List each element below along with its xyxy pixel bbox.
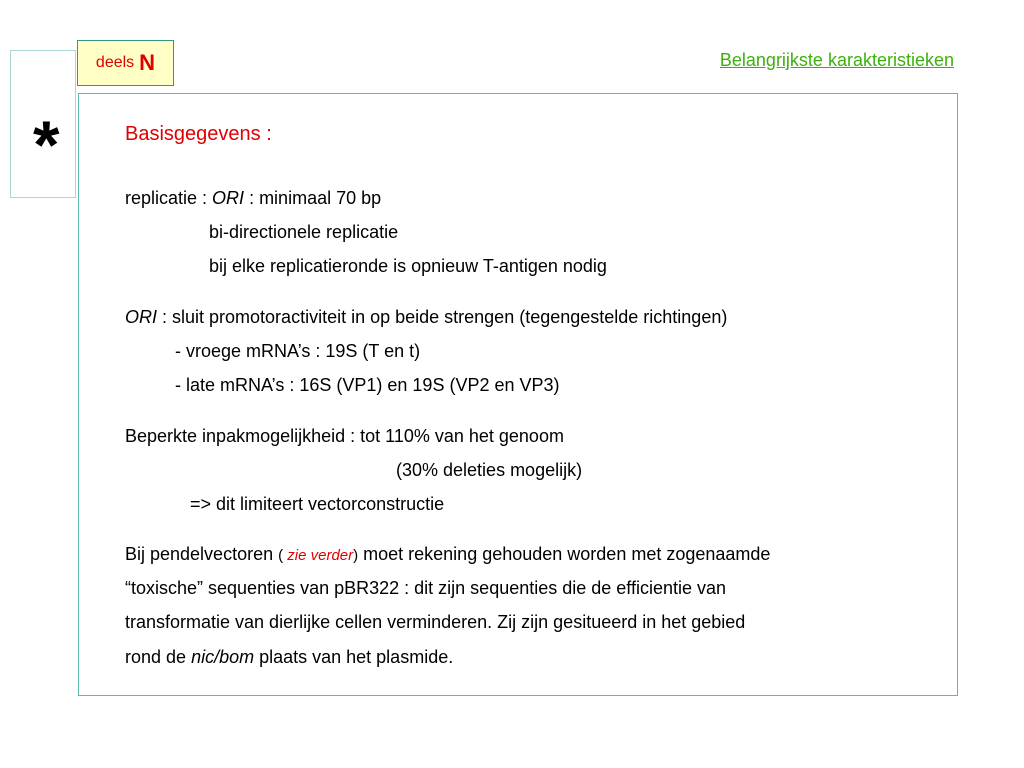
replicatie-rest: : minimaal 70 bp [244, 188, 382, 208]
packaging-line-1: Beperkte inpakmogelijkheid : tot 110% van het genoom [125, 426, 564, 446]
pendel-line-4 [125, 645, 453, 669]
vroege-mrna-item: - vroege mRNA’s : 19S (T en t) [175, 341, 421, 361]
packaging-line-2: (30% deleties mogelijk) [396, 460, 583, 480]
marker-box [10, 50, 76, 198]
pendel-line-4-a: rond de [125, 647, 192, 667]
pendel-line-4-b: plaats van het plasmide. [254, 647, 454, 667]
section-heading: Basisgegevens : [125, 123, 272, 145]
late-mrna-item: - late mRNA’s : 16S (VP1) en 19S (VP2 en VP3) [175, 375, 560, 395]
paren-close: ) [353, 547, 359, 564]
asterisk-marker: * [33, 107, 60, 183]
pendel-text-b: moet rekening gehouden worden met zogenaamde [358, 544, 771, 564]
pendel-line-1 [125, 542, 770, 568]
slide-title-link[interactable]: Belangrijkste karakteristieken [719, 50, 954, 70]
ori-term-2: ORI [125, 307, 158, 327]
replicatie-label: replicatie : [125, 188, 213, 208]
ori-term: ORI [212, 188, 245, 208]
ori-rest: : sluit promotoractiviteit in op beide strengen (tegengestelde richtingen) [157, 307, 728, 327]
packaging-line-3: => dit limiteert vectorconstructie [190, 494, 445, 514]
replicatie-line [125, 186, 381, 210]
zie-verder-note: zie verder [287, 547, 354, 564]
pendel-line-2: “toxische” sequenties van pBR322 : dit zijn sequenties die de efficientie van [125, 578, 727, 598]
replicatie-line-3: bij elke replicatieronde is opnieuw T-antigen nodig [209, 256, 607, 276]
badge-prefix: deels [95, 54, 135, 71]
ori-line [125, 305, 727, 329]
paren-open: ( [278, 547, 288, 564]
pendel-line-3: transformatie van dierlijke cellen verminderen. Zij zijn gesitueerd in het gebied [125, 612, 746, 632]
replicatie-line-2: bi-directionele replicatie [209, 222, 399, 242]
badge-letter: N [139, 50, 156, 75]
nic-bom-term: nic/bom [191, 647, 255, 667]
deels-badge [77, 40, 174, 86]
pendel-text-a: Bij pendelvectoren [125, 544, 279, 564]
